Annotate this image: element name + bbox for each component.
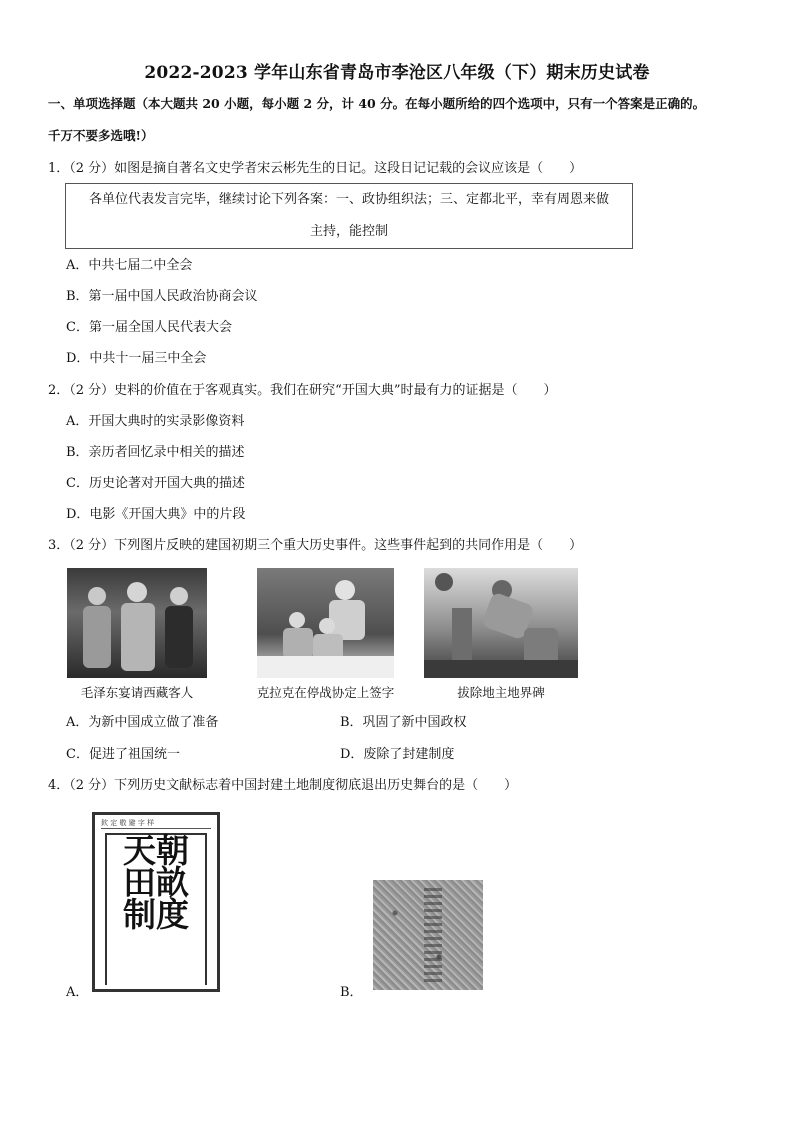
q1-option-a: A．中共七届二中全会 [66, 258, 193, 273]
section-heading: 一、单项选择题（本大题共 20 小题，每小题 2 分，计 40 分。在每小题所给的四个选项中，只有一个答案是正确的。 [48, 96, 706, 111]
q3-option-b: B．巩固了新中国政权 [340, 715, 467, 730]
question-4-stem: 4．（2 分）下列历史文献标志着中国封建土地制度彻底退出历史舞台的是（ ） [48, 778, 518, 793]
q2-option-b: B．亲历者回忆录中相关的描述 [66, 445, 245, 460]
document-tianchao-tianmu [92, 812, 220, 992]
question-1-stem: 1．（2 分）如图是摘自著名文史学者宋云彬先生的日记。这段日记记载的会议应该是（ ） [48, 161, 583, 176]
photo-armistice-signing [257, 568, 394, 678]
q1-option-b: B．第一届中国人民政治协商会议 [66, 289, 258, 304]
photo-mao-banquet [67, 568, 207, 678]
question-3-stem: 3．（2 分）下列图片反映的建国初期三个重大历史事件。这些事件起到的共同作用是（ ） [48, 538, 583, 553]
q2-option-c: C．历史论著对开国大典的描述 [66, 476, 245, 491]
q2-option-a: A．开国大典时的实录影像资料 [66, 414, 245, 429]
document-a-header: 欽 定 敬 避 字 样 [101, 818, 211, 829]
diary-quote-line-1: 各单位代表发言完毕，继续讨论下列各案：一、政协组织法；三、定都北平，幸有周恩来做 [88, 192, 609, 207]
document-a-title: 天朝田畝制度 [123, 831, 189, 934]
page-title: 2022-2023 学年山东省青岛市李沧区八年级（下）期末历史试卷 [144, 63, 650, 83]
q4-option-a: A． [66, 985, 89, 1000]
diary-quote-line-2: 主持，能控制 [309, 224, 388, 239]
q1-option-d: D．中共十一届三中全会 [66, 351, 207, 366]
q4-option-b: B． [340, 985, 363, 1000]
section-heading-cont: 千万不要多选哦!） [48, 128, 154, 143]
question-2-stem: 2．（2 分）史料的价值在于客观真实。我们在研究“开国大典”时最有力的证据是（ ） [48, 383, 557, 398]
caption-photo-2: 克拉克在停战协定上签字 [256, 685, 395, 700]
caption-photo-3: 拔除地主地界碑 [457, 685, 545, 700]
q2-option-d: D．电影《开国大典》中的片段 [66, 507, 246, 522]
diary-quote-box [65, 183, 633, 249]
photo-landlord-boundary [424, 568, 578, 678]
q3-option-d: D．废除了封建制度 [340, 747, 455, 762]
q3-option-c: C．促进了祖国统一 [66, 747, 180, 762]
q3-option-a: A．为新中国成立做了准备 [66, 715, 219, 730]
caption-photo-1: 毛泽东宴请西藏客人 [80, 685, 194, 700]
q1-option-c: C．第一届全国人民代表大会 [66, 320, 232, 335]
document-b-image [373, 880, 483, 990]
